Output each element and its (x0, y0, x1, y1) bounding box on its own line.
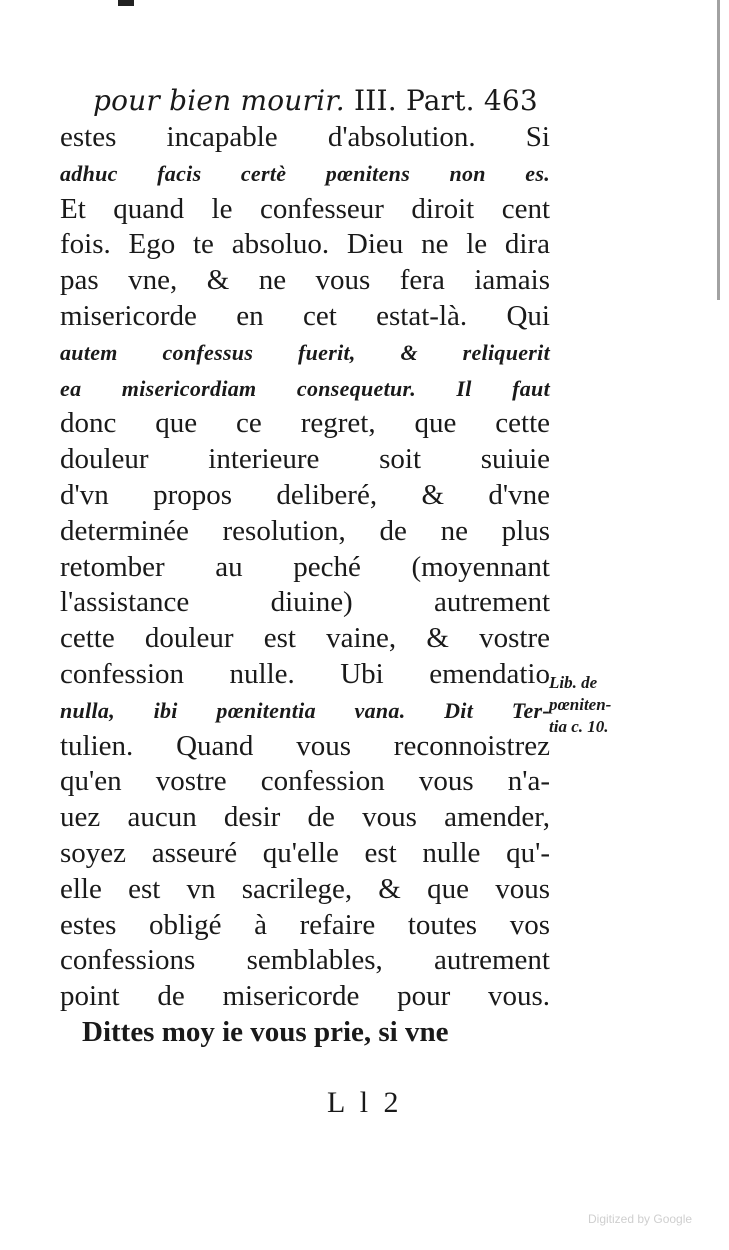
text-line: douleur interieure soit suiuie (60, 443, 550, 476)
text-line: d'vn propos deliberé, & d'vne (60, 478, 550, 511)
catchword-line: Dittes moy ie vous prie, si vne (82, 1015, 449, 1048)
page-edge-line (717, 0, 720, 300)
text-line: misericorde en cet estat-là. Qui (60, 299, 550, 332)
text-line: Et quand le confesseur diroit cent (60, 192, 550, 225)
text-line: nulla, ibi pœnitentia vana. Dit Ter- (60, 697, 550, 723)
top-ink-mark (118, 0, 134, 6)
text-line: confessions semblables, autrement (60, 944, 550, 977)
text-line: l'assistance diuine) autrement (60, 586, 550, 619)
margin-note-line: pœniten- (549, 695, 612, 714)
margin-note (549, 672, 689, 738)
text-line: determinée resolution, de ne plus (60, 514, 550, 547)
text-line: uez aucun desir de vous amender, (60, 801, 550, 834)
text-line: fois. Ego te absoluo. Dieu ne le dira (60, 228, 550, 261)
text-line: estes obligé à refaire toutes vos (60, 908, 550, 941)
text-line: ea misericordiam consequetur. Il faut (60, 375, 550, 401)
text-line: elle est vn sacrilege, & que vous (60, 872, 550, 905)
text-line: autem confessus fuerit, & reliquerit (60, 339, 550, 365)
part-label: III. Part. (353, 84, 475, 117)
text-line: point de misericorde pour vous. (60, 980, 550, 1013)
text-line: adhuc facis certè pœnitens non es. (60, 160, 550, 186)
text-line: pas vne, & ne vous fera iamais (60, 264, 550, 297)
page-number: 463 (483, 84, 538, 117)
text-line: retomber au peché (moyennant (60, 550, 550, 583)
running-title: pour bien mourir. (93, 84, 345, 117)
text-line: donc que ce regret, que cette (60, 407, 550, 440)
text-line: qu'en vostre confession vous n'a- (60, 765, 550, 798)
text-line: estes incapable d'absolution. Si (60, 121, 550, 153)
text-line: soyez asseuré qu'elle est nulle qu'- (60, 836, 550, 869)
running-header (93, 84, 538, 117)
text-line: tulien. Quand vous reconnoistrez (60, 729, 550, 762)
body-text (60, 120, 550, 1051)
text-line: confession nulle. Ubi emendatio (60, 657, 550, 690)
text-line: cette douleur est vaine, & vostre (60, 622, 550, 655)
watermark: Digitized by Google (588, 1212, 693, 1226)
margin-note-line: Lib. de (549, 673, 598, 692)
signature-mark: L l 2 (327, 1086, 403, 1119)
margin-note-line: tia c. 10. (549, 717, 609, 736)
